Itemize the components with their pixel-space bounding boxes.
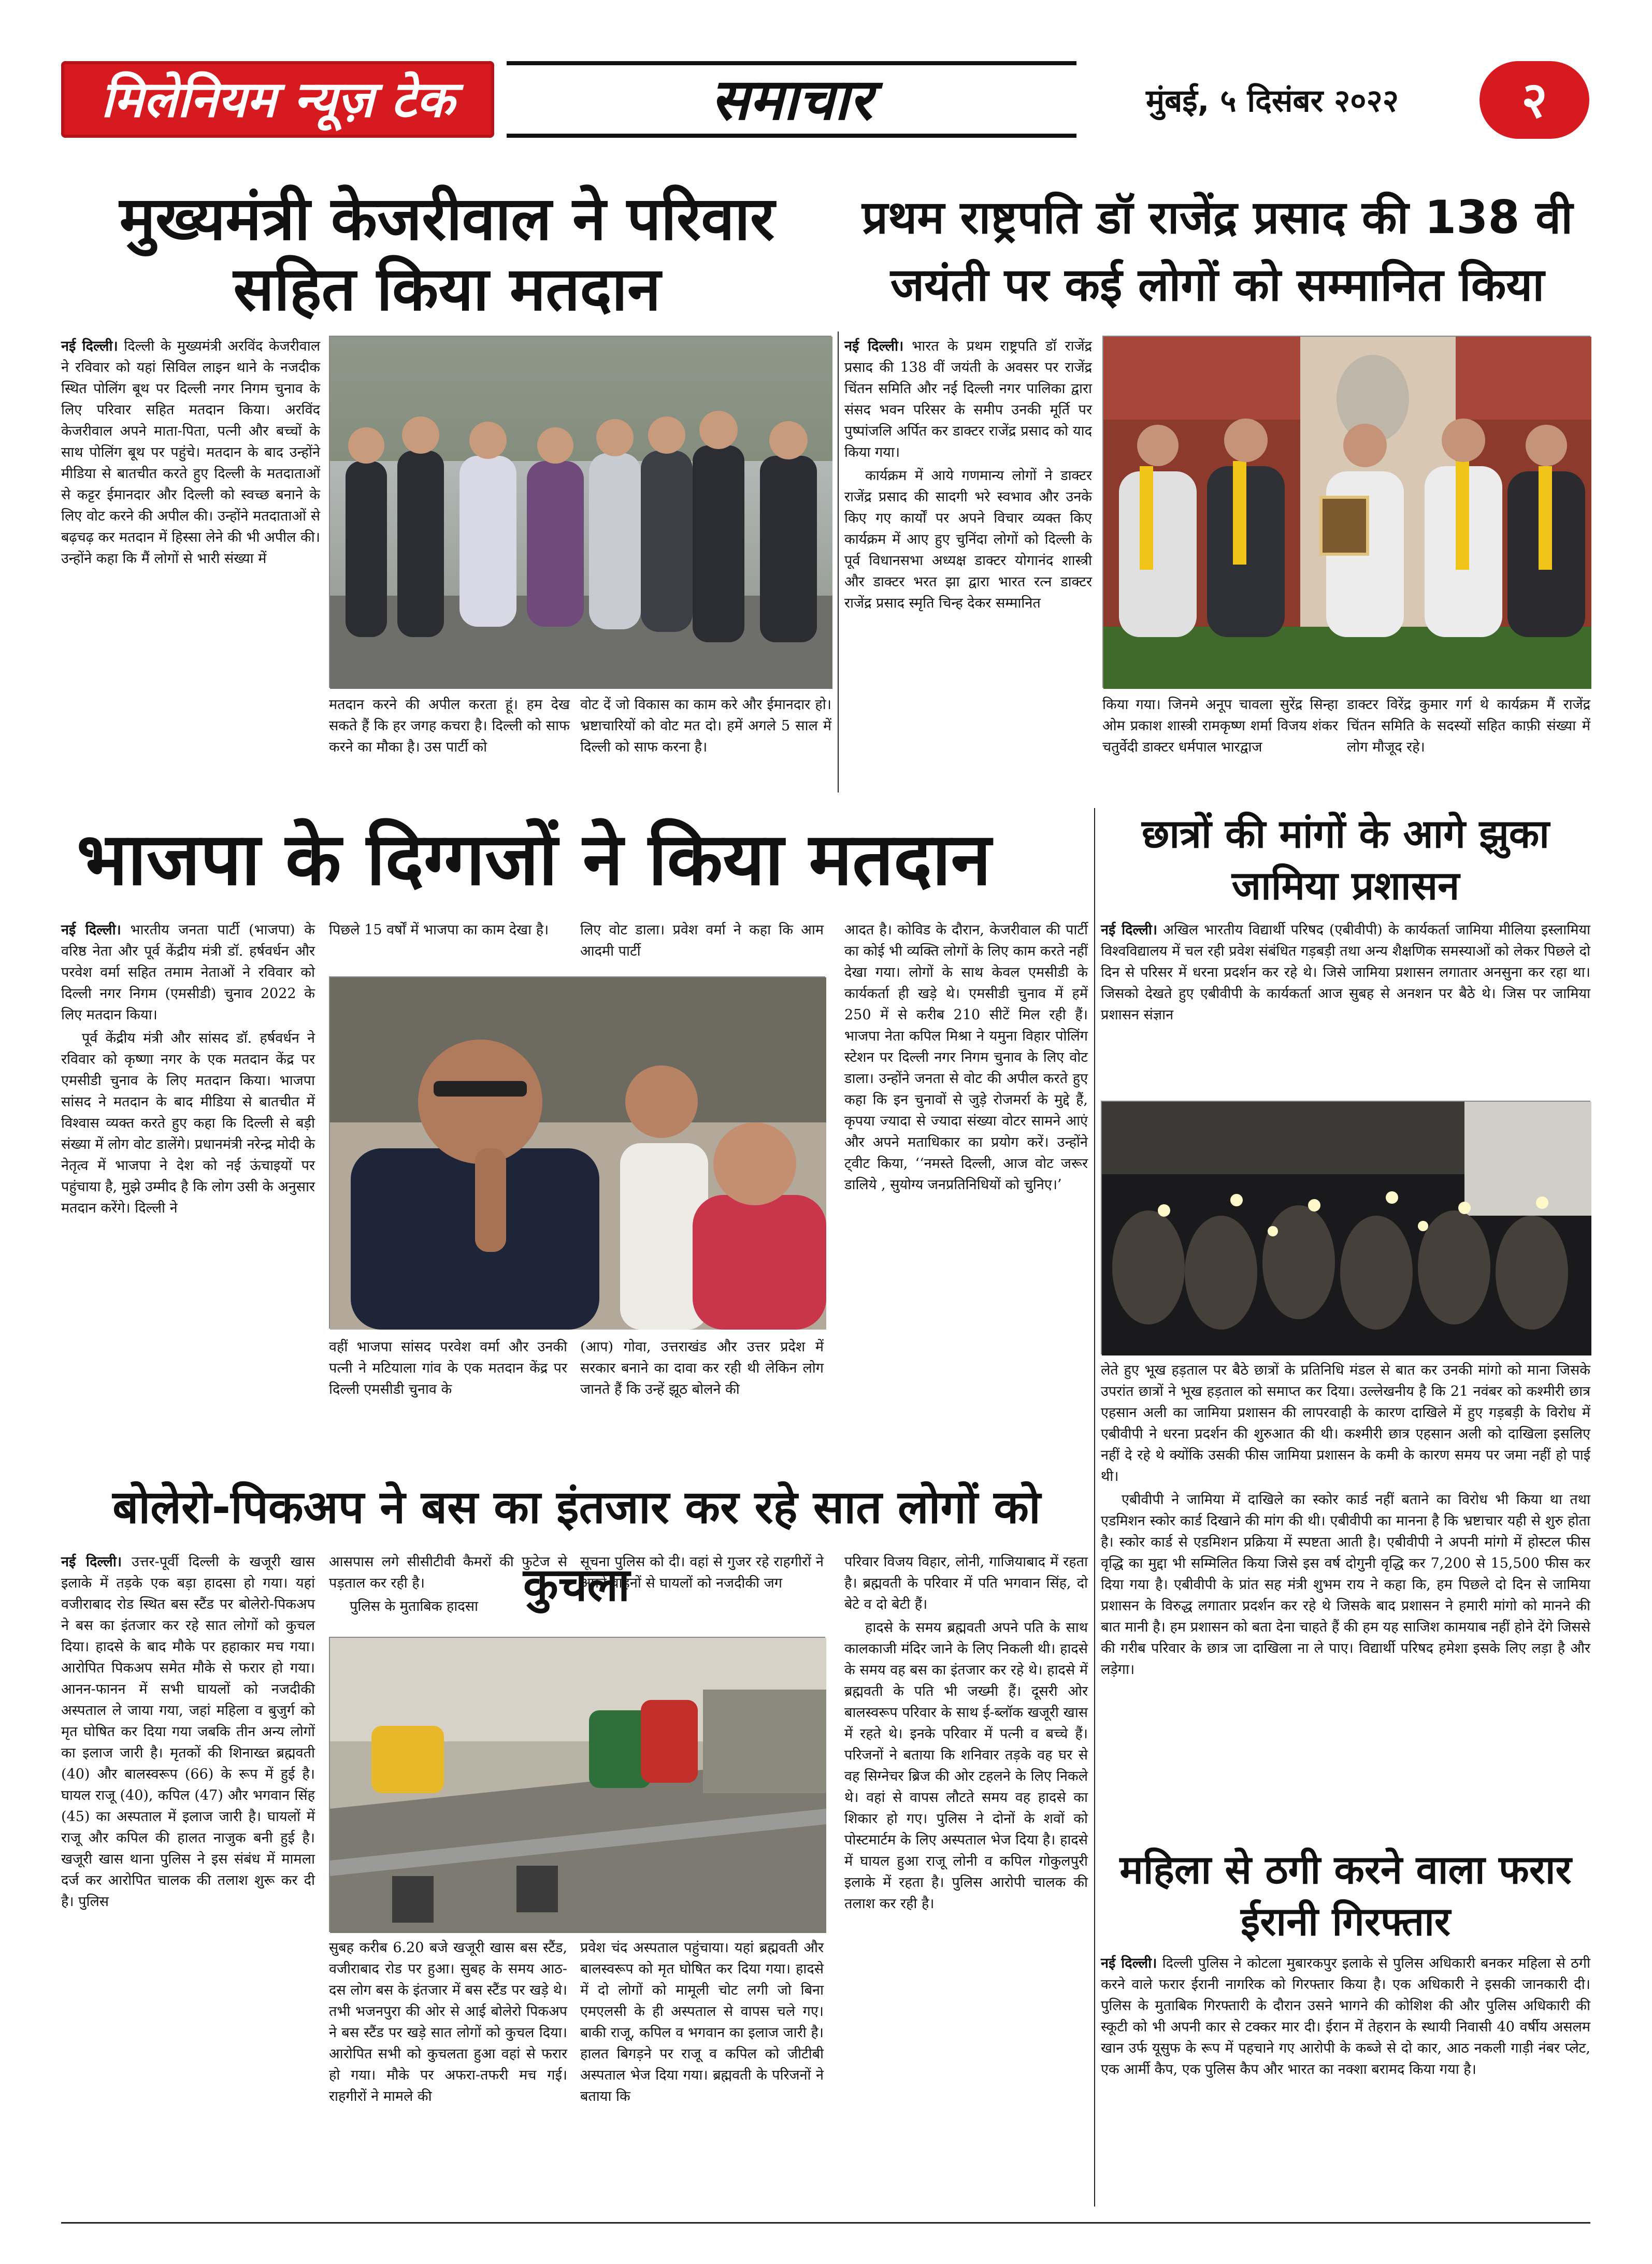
article4-bottom-p2: एबीवीपी ने जामिया में दाखिले का स्कोर कार्ड नहीं बताने का विरोध भी किया था तथा एडमिशन स्कोर कार्ड दिखाने की मांग की थी। एबीवीपी का मानना है कि भ्रष्टाचार यही से शुरु होता है। स्कोर कार्ड से एडमिशन प्रक्रिया में स्पष्टता आती है। एबीवीपी ने अपनी मांगो में होस्टल फीस वृद्धि का मुद्दा भी सम्मिलित किया जिसे इस वर्ष दोगुनी वृद्धि कर 7,200 से 15,500 फीस कर दिया गया है। एबीवीपी के प्रांत सह मंत्री शुभम राय ने कहा कि, हम पिछले दो दिन से जामिया प्रशासन के विरुद्ध लगातार प्रदर्शन कर रहे थे जिसके बाद प्रशासन ने हमारी मांगो को मानने की बात मानी है। हम प्रशासन को बता देना चाहते हैं की हम यह साजिश कामयाब नहीं होने देंगे जिससे की गरीब परिवार के छात्र जा दाखिला ना ले पाए। विद्यार्थी परिषद हमेशा इसके लिए लड़ा है और लड़ेगा। [1101, 1492, 1590, 1678]
article3-col3-bottom: (आप) गोवा, उत्तराखंड और उत्तर प्रदेश में सरकार बनाने का दावा कर रही थी लेकिन लोग जानते हैं कि उन्हें झूठ बोलने की [580, 1339, 824, 1397]
article3-col1 [61, 919, 315, 1458]
article3-col1-p2: पूर्व केंद्रीय मंत्री और सांसद डॉ. हर्षवर्धन ने रविवार को कृष्णा नगर के एक मतदान केंद्र पर एमसीडी चुनाव के लिए मतदान किया। भाजपा सांसद ने मतदान के बाद मीडिया से बातचीत में विश्वास व्यक्त करते हुए कहा कि दिल्ली से बड़ी संख्या में लोग वोट डालेंगे। प्रधानमंत्री नरेन्द्र मोदी के नेतृत्व में भाजपा ने देश को नई ऊंचाइयों पर पहुंचाया है, मुझे उम्मीद है कि लोग उसी के अनुसार मतदान करेंगे। दिल्ली ने [61, 1030, 315, 1216]
harshvardhan-voting-photo [329, 976, 825, 1329]
article4-bottom-p1: लेते हुए भूख हड़ताल पर बैठे छात्रों के प्रतिनिधि मंडल से बात कर उनकी मांगो को माना जिसके उपरांत छात्रों ने भूख हड़ताल को समाप्त कर दिया। उल्लेखनीय है कि 21 नवंबर को कश्मीरी छात्र एहसान अली का जामिया प्रशासन की लापरवाही के कारण दाखिले में हुए गड़बड़ी के विरोध में एबीवीपी ने धरना प्रदर्शन की शुरुआत की थी। कश्मीरी छात्र एहसान अली को दाखिला इसलिए नहीं दे रहे थे क्योंकि उसकी फीस जामिया प्रशासन के कमी के कारण समय पर जमा नहीं हो पाई थी। [1101, 1362, 1590, 1484]
masthead [0, 0, 1652, 155]
rajendra-prasad-ceremony-photo [1102, 336, 1590, 688]
article3-col2-top: पिछले 15 वर्षों में भाजपा का काम देखा है। [329, 922, 549, 938]
article3-col2-bottom: वहीं भाजपा सांसद परवेश वर्मा और उनकी पत्नी ने मटियाला गांव के एक मतदान केंद्र पर दिल्ली एमसीडी चुनाव के [329, 1339, 567, 1397]
article3-col4: आदत है। कोविड के दौरान, केजरीवाल की पार्टी का कोई भी व्यक्ति लोगों के लिए काम करते नहीं देखा गया। लोगों के साथ केवल एमसीडी के कार्यकर्ता ही खड़े थे। एमसीडी चुनाव में हमें 250 में से करीब 210 सीटें मिल रही हैं। भाजपा नेता कपिल मिश्रा ने यमुना विहार पोलिंग स्टेशन पर दिल्ली नगर निगम चुनाव के लिए वोट डाला। उन्होंने जनता से वोट की अपील करते हुए कहा कि इन चुनावों से जुड़े रोजमर्रा के मुद्दे हैं, कृपया ज्यादा से ज्यादा संख्या वोटर सामने आएं और अपने मताधिकार का प्रयोग करें। उन्होंने ट्वीट किया, ‘‘नमस्ते दिल्ली, आज वोट जरूर डालिये , सुयोग्य जनप्रतिनिधियों को चुनिए।’ [844, 922, 1088, 1193]
article3-col3-top: लिए वोट डाला। प्रवेश वर्मा ने कहा कि आम आदमी पार्टी [580, 922, 824, 959]
article5-col2-bottom: सुबह करीब 6.20 बजे खजूरी खास बस स्टैंड, वजीराबाद रोड पर हुआ। सुबह के समय आठ-दस लोग बस के इंतजार में बस स्टैंड पर खड़े थे। तभी भजनपुरा की ओर से आई बोलेरो पिकअप ने बस स्टैंड पर खड़े सात लोगों को कुचल दिया। आरोपित सभी को कुचलता हुआ वहां से फरार हो गया। मौके पर अफरा-तफरी मच गई। राहगीरों ने मामले की [329, 1940, 567, 2104]
section-title: समाचार [711, 66, 872, 133]
article2-col3: डाक्टर विरेंद्र कुमार गर्ग थे कार्यक्रम मैं राजेंद्र चिंतन समिति के सदस्यों सहित काफ़ी संख्या में लोग मौजूद रहे। [1347, 697, 1590, 755]
article6-headline: महिला से ठगी करने वाला फरार ईरानी गिरफ्तार [1119, 1847, 1572, 1944]
article3-dateline: नई दिल्ली। [61, 922, 121, 938]
article6-dateline: नई दिल्ली। [1101, 1955, 1157, 1971]
accident-photo-graphic [330, 1638, 826, 1933]
vertical-rule-top [838, 331, 839, 792]
article6-body-text: दिल्ली पुलिस ने कोटला मुबारकपुर इलाके से पुलिस अधिकारी बनकर महिला से ठगी करने वाले फरार ईरानी नागरिक को गिरफ्तार किया है। एक अधिकारी ने इसकी जानकारी दी। पुलिस के मुताबिक गिरफ्तारी के दौरान उसने भागने की कोशिश की और पुलिस अधिकारी की स्कूटी को भी अपनी कार से टक्कर मार दी। ईरान में तेहरान के स्थायी निवासी 40 वर्षीय असलम खान उर्फ यूसुफ के रूप में पहचाने गए आरोपी के कब्जे से दो कार, आठ नकली गाड़ी नंबर प्लेट, एक आर्मी कैप, एक पुलिस कैप और भारत का नक्शा बरामद किया गया है। [1101, 1955, 1590, 2078]
article5-col3-top: सूचना पुलिस को दी। वहां से गुजर रहे राहगीरों ने अपने वाहनों से घायलों को नजदीकी जग [580, 1554, 824, 1591]
article1-dateline: नई दिल्ली। [61, 338, 118, 354]
article5-col4-p2: हादसे के समय ब्रह्मवती अपने पति के साथ कालकाजी मंदिर जाने के लिए निकली थी। हादसे के समय वह बस का इंतजार कर रहे थे। हादसे में ब्रह्मवती के पति भी जख्मी हैं। दूसरी ओर बालस्वरूप परिवार के साथ ई-ब्लॉक खजूरी खास में रहते थे। इनके परिवार में पत्नी व बच्चे हैं। परिजनों ने बताया कि शनिवार तड़के वह घर से वह सिग्नेचर ब्रिज की ओर टहलने के लिए निकले थे। वहां से वापस लौटते समय वह हादसे का शिकार हो गए। पुलिस ने दोनों के शवों को पोस्टमार्टम के लिए अस्पताल भेज दिया है। हादसे में घायल हुआ राजू लोनी व कपिल गोकुलपुरी इलाके में रहता है। पुलिस आरोपी चालक की तलाश कर रही है। [844, 1620, 1088, 1912]
article4-headline: छात्रों की मांगों के आगे झुका जामिया प्रशासन [1142, 811, 1549, 909]
article5-col4-p1: परिवार विजय विहार, लोनी, गाजियाबाद में रहता है। ब्रह्मवती के परिवार में पति भगवान सिंह, दो बेटे व दो बेटी हैं। [844, 1554, 1088, 1612]
page-number-label: २ [1521, 71, 1547, 129]
article2-col1-text: भारत के प्रथम राष्ट्रपति डॉ राजेंद्र प्रसाद की 138 वीं जयंती के अवसर पर राजेंद्र चिंतन समिति और नई दिल्ली नगर पालिका द्वारा संसद भवन परिसर के समीप उनकी मूर्ति पर पुष्पांजलि अर्पित कर डाक्टर राजेंद्र प्रसाद को याद किया गया। [844, 338, 1092, 460]
article1-col1 [61, 336, 320, 791]
logo [61, 61, 494, 138]
jamia-photo-graphic [1102, 1102, 1591, 1355]
article5-col2-top-p1: आसपास लगे सीसीटीवी कैमरों की फुटेज से पड़ताल कर रही है। [329, 1554, 567, 1591]
article5-col3-bottom: प्रवेश चंद अस्पताल पहुंचाया। यहां ब्रह्मवती और बालस्वरूप को मृत घोषित कर दिया गया। हादसे में दो लोगों को मामूली चोट लगी जो बिना एमएलसी के ही अस्पताल से वापस चले गए। बाकी राजू, कपिल व भगवान का इलाज जारी है। हालत बिगड़ने पर राजू व कपिल को जीटीबी अस्पताल भेज दिया गया। ब्रह्मवती के परिजनों ने बताया कि [580, 1940, 824, 2104]
vertical-rule-middle [1094, 808, 1095, 2207]
article1-col1-text: दिल्ली के मुख्यमंत्री अरविंद केजरीवाल ने रविवार को यहां सिविल लाइन थाने के नजदीक स्थित पोलिंग बूथ पर दिल्ली नगर निगम चुनाव के लिए परिवार सहित मतदान किया। अरविंद केजरीवाल अपने माता-पिता, पत्नी और बच्चों के साथ पोलिंग बूथ पर पहुंचे। मतदान के बाद उन्होंने मीडिया से बातचीत करते हुए दिल्ली के मतदाताओं से कट्टर ईमानदार और दिल्ली को स्वच्छ बनाने के लिए वोट करने की अपील की। उन्होंने मतदाताओं से बढ़चढ़ कर मतदान में हिस्सा लेने की भी अपील की। उन्होंने कहा कि मैं लोगों से भारी संख्या में [61, 338, 320, 567]
article5-col2-top-p2: पुलिस के मुताबिक हादसा [350, 1598, 478, 1614]
page-number [1479, 61, 1589, 139]
article5-col4 [844, 1551, 1088, 2214]
bottom-rule [61, 2222, 1590, 2224]
ceremony-photo-graphic [1103, 337, 1591, 689]
jamia-protest-photo [1101, 1101, 1590, 1354]
kejriwal-voting-photo [329, 336, 831, 688]
article2-col1-p2: कार्यक्रम में आये गणमान्य लोगों ने डाक्टर राजेंद्र प्रसाद की सादगी भरे स्वभाव और उनके किए गए कार्यों पर अपने विचार व्यक्त किए कार्यक्रम में आए हुए चुनिंदा लोगों को दिल्ली के पूर्व विधानसभा अध्यक्ष डाक्टर योगानंद शास्त्री और डाक्टर भरत झा द्वारा भारत रत्न डाक्टर राजेंद्र प्रसाद स्मृति चिन्ह देकर सम्मानित [844, 468, 1092, 611]
article4-dateline: नई दिल्ली। [1101, 922, 1158, 938]
dateline: मुंबई, ५ दिसंबर २०२२ [1146, 83, 1399, 119]
article2-col2: किया गया। जिनमे अनूप चावला सुरेंद्र सिन्हा ओम प्रकाश शास्त्री रामकृष्ण शर्मा विजय शंकर चतुर्वेदी डाक्टर धर्मपाल भारद्वाज [1102, 697, 1338, 755]
article3-col1-text: भारतीय जनता पार्टी (भाजपा) के वरिष्ठ नेता और पूर्व केंद्रीय मंत्री डॉ. हर्षवर्धन और परवेश वर्मा सहित तमाम नेताओं ने रविवार को दिल्ली नगर निगम (एमसीडी) चुनाव 2022 के लिए मतदान किया। [61, 922, 315, 1023]
article1-col2: मतदान करने की अपील करता हूं। हम देख सकते हैं कि हर जगह कचरा है। दिल्ली को साफ करने का मौका है। उस पार्टी को [329, 697, 570, 755]
article1-col3: वोट दें जो विकास का काम करे और ईमानदार हो। भ्रष्टाचारियों को वोट मत दो। हमें अगले 5 साल में दिल्ली को साफ करना है। [580, 697, 831, 755]
section-banner [507, 61, 1076, 138]
article1-headline: मुख्यमंत्री केजरीवाल ने परिवार सहित किया मतदान [119, 184, 775, 324]
article5-headline: बोलेरो-पिकअप ने बस का इंतजार कर रहे सात लोगों को कुचला [112, 1480, 1041, 1611]
article5-col2-top [329, 1551, 567, 1629]
article5-col1-text: उत्तर-पूर्वी दिल्ली के खजूरी खास इलाके में तड़के एक बड़ा हादसा हो गया। यहां वजीराबाद रोड स्थित बस स्टैंड पर बोलेरो-पिकअप ने बस का इंतजार कर रहे सात लोगों को कुचल दिया। हादसे के बाद मौके पर हहाकार मच गया। आरोपित पिकअप समेत मौके से फरार हो गया। आनन-फानन में सभी घायलों को नजदीकी अस्पताल ले जाया गया, जहां महिला व बुजुर्ग को मृत घोषित कर दिया गया जबकि तीन अन्य लोगों का इलाज जारी है। मृतकों की शिनाख्त ब्रह्मवती (40) और बालस्वरूप (66) के रूप में हुई है। घायल राजू (40), कपिल (47) और भगवान सिंह (45) का अस्पताल में इलाज जारी है। घायलों में राजू और कपिल की हालत नाजुक बनी हुई है। खजूरी खास थाना पुलिस ने इस संबंध में मामला दर्ज कर आरोपित चालक की तलाश शुरू कर दी है। पुलिस [61, 1554, 315, 1910]
accident-site-photo [329, 1637, 825, 1932]
logo-text: मिलेनियम न्यूज़ टेक [100, 70, 455, 128]
article4-top-text: अखिल भारतीय विद्यार्थी परिषद (एबीवीपी) के कार्यकर्ता जामिया मीलिया इस्लामिया विश्वविद्यालय में चल रही प्रवेश संबंधित गड़बड़ी तथा अन्य शैक्षणिक समस्याओं को लेकर पिछले दो दिन से परिसर में धरना प्रदर्शन कर रहे थे। जिसे जामिया प्रशासन लगातार अनसुना कर रहा था। जिसको देखते हुए एबीवीपी के कार्यकर्ता आज सुबह से अनशन पर बैठे थे। जिस पर जामिया प्रशासन संज्ञान [1101, 922, 1591, 1023]
article2-col1 [844, 336, 1092, 791]
article2-dateline: नई दिल्ली। [844, 338, 904, 354]
article5-dateline: नई दिल्ली। [61, 1554, 122, 1570]
article6-body [1101, 1953, 1590, 2214]
kejriwal-photo-graphic [330, 337, 832, 689]
article3-headline: भाजपा के दिग्गजों ने किया मतदान [77, 817, 992, 902]
article4-bottom [1101, 1360, 1590, 1836]
harshvardhan-photo-graphic [330, 977, 826, 1330]
article4-top [1101, 919, 1590, 1095]
article2-headline: प्रथम राष्ट्रपति डॉ राजेंद्र प्रसाद की 138 वी जयंती पर कई लोगों को सम्मानित किया [861, 191, 1573, 311]
article5-col1 [61, 1551, 315, 2214]
